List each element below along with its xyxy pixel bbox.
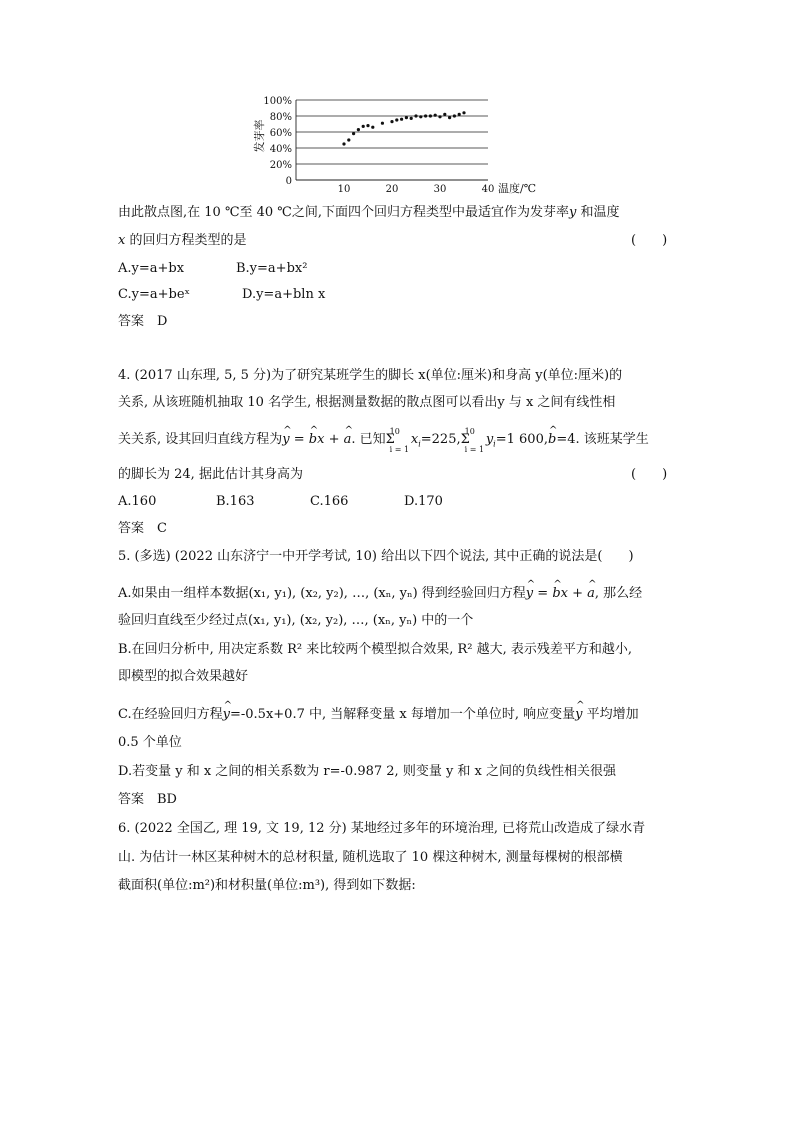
chart-gridlines: [296, 100, 488, 164]
q5-option-a-line1: A.如果由一组样本数据(x₁, y₁), (x₂, y₂), …, (xₙ, yₙ) 得到经验回归方程^ y = ^ bx + ^ a, 那么经: [118, 584, 642, 604]
q4-option-d: D.170: [404, 494, 443, 509]
q4-option-b: B.163: [216, 494, 255, 509]
data-point: [357, 128, 360, 131]
data-point: [438, 115, 441, 118]
data-point: [410, 117, 413, 120]
q4-answer-paren: ( ): [631, 467, 668, 482]
x-tick-label: 10: [337, 184, 351, 195]
y-tick-labels: [263, 96, 292, 187]
chart-axes: [296, 100, 488, 180]
y-tick-label: 100%: [263, 96, 292, 107]
data-point: [366, 124, 369, 127]
data-point: [400, 118, 403, 121]
data-point: [453, 114, 456, 117]
q6-stem-line1: 6. (2022 全国乙, 理 19, 文 19, 12 分) 某地经过多年的环境治理, 已将荒山改造成了绿水青: [118, 821, 646, 836]
data-point: [443, 113, 446, 116]
data-point: [371, 126, 374, 129]
data-point: [390, 120, 393, 123]
q6-stem-line3: 截面积(单位:m²)和材积量(单位:m³), 得到如下数据:: [118, 878, 416, 893]
data-point: [429, 114, 432, 117]
data-point: [458, 113, 461, 116]
data-point: [395, 118, 398, 121]
x-tick-label: 30: [433, 184, 447, 195]
q5-option-b-line1: B.在回归分析中, 用决定系数 R² 来比较两个模型拟合效果, R² 越大, 表示残差平方和越小,: [118, 642, 633, 657]
q3-answer: 答案 D: [118, 314, 168, 329]
data-point: [405, 116, 408, 119]
data-point: [448, 116, 451, 119]
q5-stem: 5. (多选) (2022 山东济宁一中开学考试, 10) 给出以下四个说法, 其中正确的说法是( ): [118, 549, 634, 564]
q3-option-a: A.y=a+bx: [118, 261, 185, 276]
q3-answer-paren: ( ): [631, 233, 668, 248]
q3-option-c: C.y=a+beˣ: [118, 287, 191, 302]
data-point: [434, 114, 437, 117]
q4-stem-line2: 关系, 从该班随机抽取 10 名学生, 根据测量数据的散点图可以看出y 与 x 之间有线性相: [118, 395, 616, 410]
q4-stem-line4: 的脚长为 24, 据此估计其身高为: [118, 467, 303, 482]
q5-option-c-line1: C.在经验回归方程^ y=-0.5x+0.7 中, 当解释变量 x 每增加一个单位时, 响应变量^ y 平均增加: [118, 705, 639, 725]
q3-option-d: D.y=a+bln x: [242, 287, 326, 302]
q3-option-b: B.y=a+bx²: [236, 261, 308, 276]
x-tick-label: 40: [481, 184, 495, 195]
scatter-chart: [250, 92, 570, 198]
y-tick-label: 40%: [269, 144, 292, 155]
q3-stem-line2: x 的回归方程类型的是: [118, 233, 247, 248]
q6-stem-line2: 山. 为估计一林区某种树木的总材积量, 随机选取了 10 棵这种树木, 测量每棵树的根部横: [118, 850, 623, 865]
q4-option-c: C.166: [310, 494, 349, 509]
y-tick-label: 80%: [269, 112, 292, 123]
q4-stem-line3: 关关系, 设其回归直线方程为^ y = ^ bx + ^ a. 已知Σ 10 i = 1 $x_i=225,\Sigma$ 10 i = 1 $y_i=1$ 600,^ b=4. 该班某学生: [118, 430, 649, 455]
data-point: [424, 114, 427, 117]
q4-stem-line1: 4. (2017 山东理, 5, 5 分)为了研究某班学生的脚长 x(单位:厘米)和身高 y(单位:厘米)的: [118, 368, 623, 383]
q5-answer: 答案 BD: [118, 792, 177, 807]
data-point: [347, 138, 350, 141]
x-axis-label: 温度/℃: [498, 182, 537, 195]
y-axis-label: 发芽率: [253, 119, 266, 153]
q4-answer: 答案 C: [118, 521, 167, 536]
data-point: [362, 125, 365, 128]
x-tick-labels: [338, 184, 495, 195]
q5-option-b-line2: 即模型的拟合效果越好: [118, 669, 249, 684]
y-tick-label: 0: [285, 176, 292, 187]
y-tick-label: 60%: [269, 128, 292, 139]
q4-option-a: A.160: [118, 494, 157, 509]
data-point: [462, 111, 465, 114]
q3-stem-line1: 由此散点图,在 10 ℃至 40 ℃之间,下面四个回归方程类型中最适宜作为发芽率y 和温度: [118, 205, 620, 220]
x-tick-label: 20: [385, 184, 399, 195]
data-point: [381, 122, 384, 125]
data-point: [352, 132, 355, 135]
data-point: [414, 114, 417, 117]
data-point: [419, 115, 422, 118]
q5-option-d: D.若变量 y 和 x 之间的相关系数为 r=-0.987 2, 则变量 y 和 x 之间的负线性相关很强: [118, 764, 617, 779]
q5-option-a-line2: 验回归直线至少经过点(x₁, y₁), (x₂, y₂), …, (xₙ, yₙ) 中的一个: [118, 613, 474, 628]
data-point: [342, 142, 345, 145]
y-tick-label: 20%: [269, 160, 292, 171]
q5-option-c-line2: 0.5 个单位: [118, 735, 182, 750]
